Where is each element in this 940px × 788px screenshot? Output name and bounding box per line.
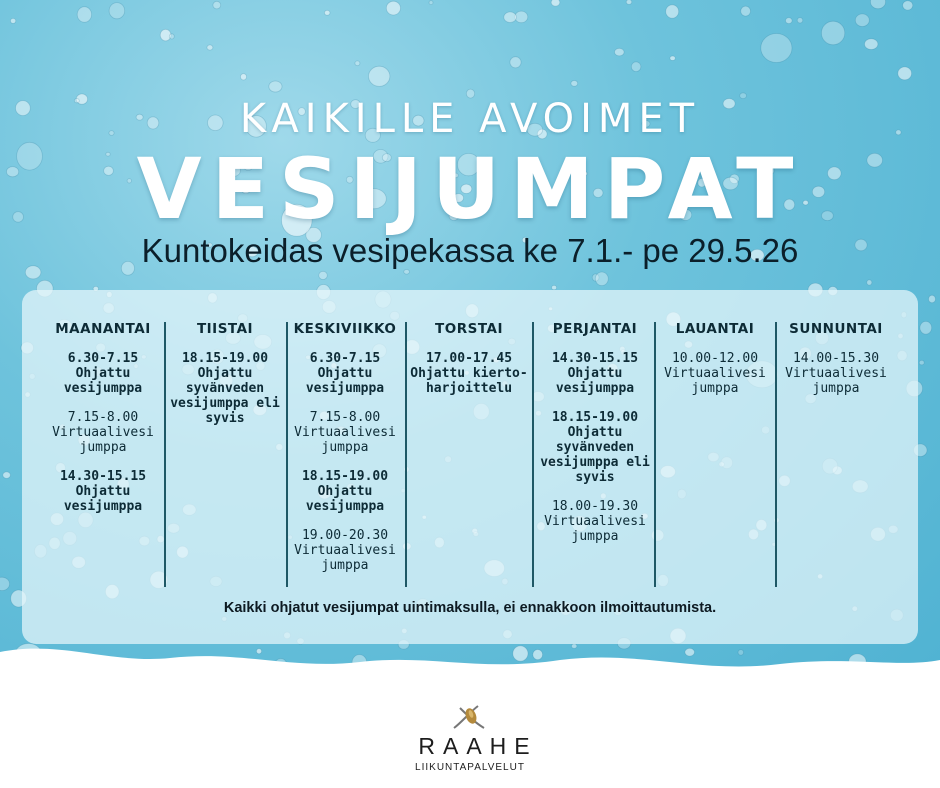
water-drop bbox=[169, 34, 174, 39]
water-drop bbox=[903, 1, 913, 10]
session-time: 6.30-7.15 bbox=[309, 351, 381, 366]
water-drop bbox=[898, 67, 912, 80]
day-heading: LAUANTAI bbox=[675, 321, 755, 337]
water-drop bbox=[786, 18, 793, 24]
water-drop bbox=[240, 74, 246, 80]
raahe-emblem-icon bbox=[448, 702, 492, 734]
column-divider bbox=[532, 322, 534, 587]
water-drop bbox=[867, 280, 872, 285]
water-drop bbox=[670, 56, 675, 60]
session-name: Virtuaalivesi jumppa bbox=[52, 425, 154, 455]
water-drop bbox=[3, 472, 11, 479]
day-heading: KESKIVIIKKO bbox=[293, 321, 397, 337]
day-column-perjantai bbox=[536, 322, 654, 586]
session-name: Ohjattu vesijumppa bbox=[305, 366, 385, 396]
water-drop bbox=[797, 18, 803, 23]
session-name: Ohjattu kierto- harjoittelu bbox=[410, 366, 528, 396]
water-drop bbox=[571, 81, 578, 87]
session-time: 17.00-17.45 bbox=[425, 351, 513, 366]
session-block bbox=[410, 351, 528, 396]
column-divider bbox=[405, 322, 407, 587]
day-column-maanantai bbox=[44, 322, 162, 586]
logo-wordmark: RAAHE bbox=[418, 733, 538, 759]
session-block bbox=[536, 410, 654, 485]
water-drop bbox=[10, 18, 15, 23]
water-drop bbox=[77, 7, 91, 23]
session-block bbox=[286, 410, 404, 455]
column-divider bbox=[775, 322, 777, 587]
water-drop bbox=[404, 270, 410, 275]
water-drop bbox=[109, 3, 125, 19]
session-block bbox=[286, 469, 404, 514]
logo-subtitle: LIIKUNTAPALVELUT bbox=[415, 762, 525, 773]
water-drop bbox=[666, 5, 679, 18]
day-heading: SUNNUNTAI bbox=[789, 321, 883, 337]
session-name: Virtuaalivesi jumppa bbox=[664, 366, 766, 396]
column-divider bbox=[164, 322, 166, 587]
water-drop bbox=[919, 360, 924, 365]
session-time: 18.15-19.00 bbox=[551, 410, 639, 425]
day-column-keskiviikko bbox=[286, 322, 404, 586]
session-time: 7.15-8.00 bbox=[67, 410, 139, 425]
water-drop bbox=[369, 66, 390, 86]
water-drop bbox=[551, 0, 560, 6]
water-drop bbox=[631, 62, 641, 72]
water-drop bbox=[865, 39, 878, 50]
water-drop bbox=[855, 14, 869, 27]
title-line-1: KAIKILLE AVOIMET bbox=[239, 96, 701, 142]
subtitle: Kuntokeidas vesipekassa ke 7.1.- pe 29.5.26 bbox=[141, 232, 799, 269]
water-drop bbox=[761, 34, 792, 63]
water-drop bbox=[929, 295, 936, 303]
session-name: Ohjattu syvänveden vesijumppa eli syvis bbox=[170, 366, 280, 426]
session-time: 18.15-19.00 bbox=[181, 351, 269, 366]
session-block bbox=[286, 528, 404, 573]
session-block bbox=[777, 351, 895, 396]
footer-note: Kaikki ohjatut vesijumpat uintimaksulla, ei ennakkoon ilmoittautumista. bbox=[223, 600, 717, 616]
session-time: 14.00-15.30 bbox=[792, 351, 880, 366]
session-name: Ohjattu vesijumppa bbox=[555, 366, 635, 396]
session-block bbox=[166, 351, 284, 426]
water-drop bbox=[504, 12, 517, 23]
session-name: Virtuaalivesi jumppa bbox=[294, 425, 396, 455]
session-time: 6.30-7.15 bbox=[67, 351, 139, 366]
title-line-2: VESIJUMPAT bbox=[136, 140, 804, 238]
session-time: 18.15-19.00 bbox=[301, 469, 389, 484]
session-block bbox=[44, 351, 162, 396]
water-drop bbox=[429, 1, 433, 5]
session-name: Virtuaalivesi jumppa bbox=[294, 543, 396, 573]
session-block bbox=[286, 351, 404, 396]
water-drop bbox=[207, 45, 213, 50]
water-drop bbox=[355, 61, 360, 66]
day-column-sunnuntai bbox=[777, 322, 895, 586]
water-drop bbox=[0, 577, 10, 590]
water-drop bbox=[324, 10, 330, 15]
session-name: Virtuaalivesi jumppa bbox=[785, 366, 887, 396]
water-drop bbox=[213, 1, 221, 9]
session-name: Ohjattu vesijumppa bbox=[63, 366, 143, 396]
session-block bbox=[656, 351, 774, 396]
day-heading: TORSTAI bbox=[435, 321, 503, 337]
column-divider bbox=[654, 322, 656, 587]
day-heading: PERJANTAI bbox=[552, 321, 638, 337]
session-name: Ohjattu vesijumppa bbox=[305, 484, 385, 514]
session-name: Ohjattu syvänveden vesijumppa eli syvis bbox=[540, 425, 650, 485]
session-time: 19.00-20.30 bbox=[301, 528, 389, 543]
water-drop bbox=[269, 81, 282, 92]
day-heading: TIISTAI bbox=[196, 321, 254, 337]
session-name: Virtuaalivesi jumppa bbox=[544, 514, 646, 544]
session-block bbox=[44, 410, 162, 455]
water-drop bbox=[821, 21, 844, 45]
water-drop bbox=[595, 272, 608, 286]
session-time: 14.30-15.15 bbox=[59, 469, 147, 484]
water-drop bbox=[510, 57, 521, 68]
session-name: Ohjattu vesijumppa bbox=[63, 484, 143, 514]
session-time: 7.15-8.00 bbox=[309, 410, 381, 425]
water-drop bbox=[920, 321, 932, 334]
water-drop bbox=[626, 0, 632, 4]
session-time: 10.00-12.00 bbox=[671, 351, 759, 366]
day-column-tiistai bbox=[166, 322, 284, 586]
session-time: 18.00-19.30 bbox=[551, 499, 639, 514]
day-column-torstai bbox=[410, 322, 528, 586]
session-block bbox=[536, 499, 654, 544]
column-divider bbox=[286, 322, 288, 587]
water-drop bbox=[386, 1, 400, 15]
water-drop bbox=[741, 6, 751, 16]
session-block bbox=[44, 469, 162, 514]
day-column-lauantai bbox=[656, 322, 774, 586]
water-drop bbox=[870, 0, 885, 9]
water-drop bbox=[319, 271, 328, 279]
session-time: 14.30-15.15 bbox=[551, 351, 639, 366]
day-heading: MAANANTAI bbox=[55, 321, 151, 337]
water-drop bbox=[615, 48, 625, 56]
session-block bbox=[536, 351, 654, 396]
